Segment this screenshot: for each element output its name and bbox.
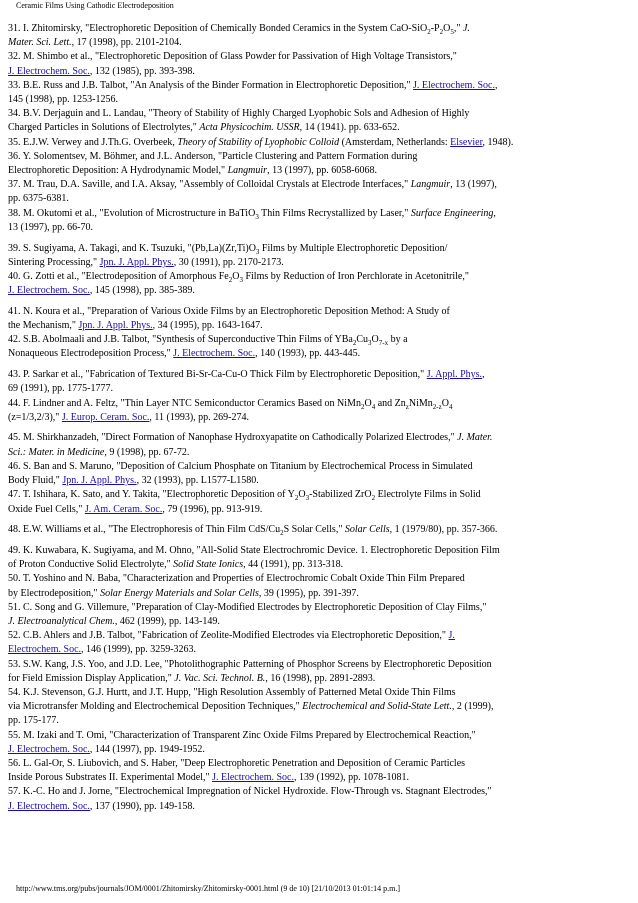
journal-link[interactable]: J. Appl. Phys. bbox=[426, 369, 483, 381]
reference-text: , bbox=[482, 369, 485, 381]
reference-text: , 17 (1998), pp. 2101-2104. bbox=[71, 37, 182, 49]
reference-text: pp. 175-177. bbox=[8, 715, 59, 727]
reference-text: 41. N. Koura et al., "Preparation of Various Oxide Films by an Electrophoretic Deposition Method: A Study of bbox=[8, 305, 450, 317]
reference-item-42 bbox=[8, 333, 632, 361]
reference-item-55 bbox=[8, 729, 632, 757]
reference-text: Nonaqueous Electrodeposition Process," bbox=[8, 348, 174, 360]
reference-text: the Mechanism," bbox=[8, 320, 79, 332]
reference-item-45 bbox=[8, 431, 632, 459]
reference-text: NiMn bbox=[408, 397, 433, 409]
reference-text: by a bbox=[388, 334, 408, 346]
reference-item-51 bbox=[8, 601, 632, 629]
reference-text: 31. I. Zhitomirsky, "Electrophoretic Deposition of Chemically Bonded Ceramics in the System CaO-SiO bbox=[8, 23, 428, 34]
journal-title: Langmuir bbox=[227, 165, 268, 177]
reference-text: 50. T. Yoshino and N. Baba, "Characterization and Properties of Electrochromic Cobalt Oxide Thin Film Prepared bbox=[8, 573, 465, 585]
reference-item-31 bbox=[8, 22, 632, 50]
subscript: 2 bbox=[439, 28, 444, 36]
reference-item-54 bbox=[8, 686, 632, 729]
reference-text: 44. F. Lindner and A. Feltz, "Thin Layer NTC Semiconductor Ceramics Based on NiMn bbox=[8, 397, 361, 409]
journal-link[interactable]: J. Electrochem. Soc. bbox=[413, 79, 495, 91]
journal-link[interactable]: J. Electrochem. Soc. bbox=[8, 65, 90, 77]
reference-item-41 bbox=[8, 305, 632, 333]
subscript: 2 bbox=[280, 529, 284, 538]
reference-text: ," bbox=[453, 23, 463, 34]
journal-title: Solar Cells bbox=[344, 524, 390, 536]
subscript: 2 bbox=[294, 494, 299, 503]
reference-item-35 bbox=[8, 136, 632, 150]
reference-text: 13 (1997), pp. 66-70. bbox=[8, 221, 93, 233]
journal-link[interactable]: J. Electrochem. Soc. bbox=[8, 285, 90, 297]
reference-text: 53. S.W. Kang, J.S. Yoo, and J.D. Lee, "Photolithographic Patterning of Phosphor Screens by Electrophoretic Deposition bbox=[8, 658, 492, 670]
reference-text: (z=1/3,2/3)," bbox=[8, 411, 62, 423]
reference-item-32 bbox=[8, 50, 632, 78]
reference-text: O bbox=[364, 397, 372, 409]
reference-item-56 bbox=[8, 757, 632, 785]
reference-item-39 bbox=[8, 242, 632, 270]
reference-text: -Stabilized ZrO bbox=[309, 489, 372, 501]
subscript: 2 bbox=[371, 494, 376, 503]
reference-text: , 9 (1998), pp. 67-72. bbox=[104, 446, 190, 458]
reference-item-50 bbox=[8, 572, 632, 600]
reference-text: 47. T. Ishihara, K. Sato, and Y. Takita, "Electrophoretic Deposition of Y bbox=[8, 489, 295, 501]
journal-title: Electrochemical and Solid-State Lett. bbox=[302, 701, 452, 713]
reference-text: , 144 (1997), pp. 1949-1952. bbox=[89, 743, 205, 755]
reference-text: 34. B.V. Derjaguin and L. Landau, "Theory of Stability of Highly Charged Lyophobic Sols and Adhesion of Highly bbox=[8, 108, 470, 120]
reference-text: , 1 (1979/80), pp. 357-366. bbox=[389, 524, 498, 536]
journal-link[interactable]: J. Am. Ceram. Soc. bbox=[84, 503, 163, 515]
reference-text: 49. K. Kuwabara, K. Sugiyama, and M. Ohno, "All-Solid State Electrochromic Device. 1. Electrophoretic Deposition Film bbox=[8, 544, 500, 556]
journal-title: Sci.: Mater. in Medicine bbox=[8, 446, 105, 458]
reference-text: 32. M. Shimbo et al., "Electrophoretic Deposition of Glass Powder for Passivation of High Voltage Transistors," bbox=[8, 51, 457, 63]
reference-item-44 bbox=[8, 397, 632, 425]
reference-text: , 39 (1995), pp. 391-397. bbox=[258, 587, 359, 599]
subscript: 4 bbox=[448, 402, 453, 411]
journal-title: Acta Physicochim. USSR bbox=[199, 122, 300, 134]
reference-item-49 bbox=[8, 544, 632, 572]
reference-text: , 79 (1996), pp. 913-919. bbox=[162, 503, 263, 515]
reference-item-36 bbox=[8, 150, 632, 178]
subscript: 2 bbox=[427, 28, 431, 36]
reference-text: 69 (1991), pp. 1775-1777. bbox=[8, 383, 113, 395]
reference-text: , 13 (1997), bbox=[450, 179, 497, 191]
reference-text: O bbox=[298, 489, 306, 501]
journal-link[interactable]: J. Electrochem. Soc. bbox=[8, 800, 90, 812]
journal-title: Surface Engineering bbox=[410, 207, 494, 219]
reference-text: and Zn bbox=[375, 397, 406, 409]
reference-text: , 140 (1993), pp. 443-445. bbox=[255, 348, 361, 360]
subscript: 2 bbox=[360, 402, 365, 411]
reference-text: 40. G. Zotti et al., "Electrodeposition of Amorphous Fe bbox=[8, 270, 229, 282]
reference-text: , 132 (1985), pp. 393-398. bbox=[89, 65, 195, 77]
subscript: 4 bbox=[371, 402, 376, 411]
journal-title: Theory of Stability of Lyophobic Colloid bbox=[177, 136, 340, 148]
reference-item-43 bbox=[8, 368, 632, 396]
subscript: 2-z bbox=[432, 402, 442, 411]
subscript: 2 bbox=[228, 275, 233, 284]
reference-text: 51. C. Song and G. Villemure, "Preparation of Clay-Modified Electrodes by Electrophoretic Deposition of Clay Films," bbox=[8, 601, 487, 613]
reference-item-40 bbox=[8, 270, 632, 298]
reference-text: 57. K.-C. Ho and J. Jorne, "Electrochemical Impregnation of Nickel Hydroxide. Flow-Through vs. Stagnant Electrodes," bbox=[8, 786, 492, 798]
reference-text: 43. P. Sarkar et al., "Fabrication of Textured Bi-Sr-Ca-Cu-O Thick Film by Electrophoretic Deposition," bbox=[8, 369, 427, 381]
reference-text: 42. S.B. Abolmaali and J.B. Talbot, "Synthesis of Superconductive Thin Films of YBa bbox=[8, 334, 353, 346]
reference-text: of Proton Conductive Solid Electrolyte," bbox=[8, 559, 174, 571]
subscript: 3 bbox=[255, 247, 260, 256]
reference-text: , 13 (1997), pp. 6058-6068. bbox=[267, 165, 378, 177]
reference-text: 38. M. Okutomi et al., "Evolution of Microstructure in BaTiO bbox=[8, 207, 256, 219]
reference-text: , 34 (1995), pp. 1643-1647. bbox=[152, 320, 263, 332]
reference-text: , 145 (1998), pp. 385-389. bbox=[89, 285, 195, 297]
reference-text: , 14 (1941). pp. 633-652. bbox=[299, 122, 400, 134]
reference-text: Body Fluid," bbox=[8, 475, 63, 487]
reference-text: Films by Reduction of Iron Perchlorate in Acetonitrile," bbox=[242, 270, 469, 282]
reference-text: Films by Multiple Electrophoretic Deposition/ bbox=[259, 242, 448, 254]
journal-link[interactable]: J. Electrochem. Soc. bbox=[212, 772, 294, 784]
journal-title: J. Mater. bbox=[457, 432, 493, 444]
reference-text: S Solar Cells," bbox=[283, 524, 345, 536]
reference-item-57 bbox=[8, 785, 632, 813]
reference-text: 35. E.J.W. Verwey and J.Th.G. Overbeek, bbox=[8, 136, 178, 148]
reference-text: , 146 (1999), pp. 3259-3263. bbox=[81, 644, 197, 656]
reference-text: Cu bbox=[356, 334, 369, 346]
journal-link[interactable]: J. bbox=[448, 630, 455, 642]
reference-item-33 bbox=[8, 79, 632, 107]
reference-text: , 137 (1990), pp. 149-158. bbox=[89, 800, 195, 812]
reference-text: -P bbox=[430, 23, 440, 34]
subscript: 3 bbox=[368, 339, 372, 348]
subscript: 3 bbox=[255, 212, 259, 221]
journal-title: Mater. Sci. Lett. bbox=[8, 37, 72, 49]
reference-text: (Amsterdam, Netherlands: bbox=[339, 136, 451, 148]
reference-text: 39. S. Sugiyama, A. Takagi, and K. Tsuzuki, "(Pb,La)(Zr,Ti)O bbox=[8, 242, 256, 254]
reference-item-46 bbox=[8, 460, 632, 488]
reference-text: Sintering Processing," bbox=[8, 256, 100, 268]
journal-link[interactable]: J. Electrochem. Soc. bbox=[8, 743, 90, 755]
reference-text: , 462 (1999), pp. 143-149. bbox=[114, 615, 220, 627]
reference-item-37 bbox=[8, 178, 632, 206]
reference-text: 46. S. Ban and S. Maruno, "Deposition of Calcium Phosphate on Titanium by Electrochemical Process in Simulated bbox=[8, 460, 473, 472]
reference-item-48 bbox=[8, 523, 632, 537]
reference-text: pp. 6375-6381. bbox=[8, 193, 69, 205]
reference-text: , 139 (1992), pp. 1078-1081. bbox=[293, 772, 409, 784]
reference-text: 48. E.W. Williams et al., "The Electrophoresis of Thin Film CdS/Cu bbox=[8, 524, 281, 536]
reference-text: 55. M. Izaki and T. Omi, "Characterization of Transparent Zinc Oxide Films Prepared by Electrochemical Reaction," bbox=[8, 729, 476, 741]
reference-item-53 bbox=[8, 658, 632, 686]
subscript: 5 bbox=[450, 28, 454, 36]
subscript: 3 bbox=[239, 275, 243, 284]
reference-item-38 bbox=[8, 207, 632, 235]
reference-text: 45. M. Shirkhanzadeh, "Direct Formation of Nanophase Hydroxyapatite on Cathodically Polarized Electrodes," bbox=[8, 432, 458, 444]
page-header: Ceramic Films Using Cathodic Electrodeposition bbox=[16, 1, 174, 10]
page-footer-url: http://www.tms.org/pubs/journals/JOM/0001/Zhitomirsky/Zhitomirsky-0001.html (9 de 10) [21/10/2013 01:01:14 p.m.] bbox=[16, 884, 400, 893]
reference-text: Charged Particles in Solutions of Electrolytes," bbox=[8, 122, 200, 134]
journal-link[interactable]: J. Electrochem. Soc. bbox=[173, 348, 256, 360]
subscript: 7-x bbox=[378, 339, 389, 348]
reference-item-47 bbox=[8, 488, 632, 516]
reference-text: by Electrodeposition," bbox=[8, 587, 101, 599]
journal-link[interactable]: Jpn. J. Appl. Phys. bbox=[99, 256, 174, 268]
reference-item-52 bbox=[8, 629, 632, 657]
journal-title: J. Electroanalytical Chem. bbox=[8, 615, 115, 627]
reference-list bbox=[8, 22, 632, 814]
reference-text: O bbox=[371, 334, 379, 346]
journal-link[interactable]: J. Europ. Ceram. Soc. bbox=[61, 411, 150, 423]
reference-text: Electrophoretic Deposition: A Hydrodynamic Model," bbox=[8, 165, 228, 177]
reference-text: , 32 (1993), pp. L1577-L1580. bbox=[136, 475, 259, 487]
reference-text: 52. C.B. Ahlers and J.B. Talbot, "Fabrication of Zeolite-Modified Electrodes via Electrophoretic Deposition," bbox=[8, 630, 449, 642]
reference-text: 37. M. Trau, D.A. Saville, and I.A. Aksay, "Assembly of Colloidal Crystals at Electrode Interfaces," bbox=[8, 179, 411, 191]
reference-text: via Microtransfer Molding and Electrochemical Deposition Techniques," bbox=[8, 701, 303, 713]
journal-link[interactable]: Jpn. J. Appl. Phys. bbox=[78, 320, 153, 332]
reference-text: for Field Emission Display Application," bbox=[8, 672, 175, 684]
reference-text: , 2 (1999), bbox=[451, 701, 494, 713]
subscript: z bbox=[405, 402, 409, 411]
reference-text: , bbox=[493, 207, 496, 219]
reference-text: 33. B.E. Russ and J.B. Talbot, "An Analysis of the Binder Formation in Electrophoretic Deposition," bbox=[8, 79, 414, 91]
journal-title: Langmuir bbox=[410, 179, 451, 191]
reference-text: 145 (1998), pp. 1253-1256. bbox=[8, 94, 118, 106]
journal-title: J. Vac. Sci. Technol. B. bbox=[174, 672, 266, 684]
reference-text: 56. L. Gal-Or, S. Liubovich, and S. Haber, "Deep Electrophoretic Penetration and Deposition of Ceramic Particles bbox=[8, 757, 466, 769]
reference-text: , 30 (1991), pp. 2170-2173. bbox=[173, 256, 284, 268]
reference-text: , 16 (1998), pp. 2891-2893. bbox=[265, 672, 376, 684]
subscript: 2 bbox=[352, 339, 357, 348]
reference-text: Inside Porous Substrates II. Experimental Model," bbox=[8, 772, 213, 784]
reference-text: , 1948). bbox=[482, 136, 514, 148]
journal-link[interactable]: Electrochem. Soc. bbox=[8, 644, 82, 656]
reference-text: O bbox=[232, 270, 240, 282]
reference-text: Oxide Fuel Cells," bbox=[8, 503, 85, 515]
reference-text: Electrolyte Films in Solid bbox=[375, 489, 481, 501]
reference-item-34 bbox=[8, 107, 632, 135]
reference-text: O bbox=[441, 397, 449, 409]
journal-link[interactable]: Elsevier bbox=[450, 136, 483, 148]
journal-title: Solar Energy Materials and Solar Cells bbox=[100, 587, 259, 599]
reference-text: , bbox=[494, 79, 498, 91]
journal-title: Solid State Ionics bbox=[173, 559, 244, 571]
reference-text: 54. K.J. Stevenson, G.J. Hurtt, and J.T. Hupp, "High Resolution Assembly of Patterned Metal Oxide Thin Films bbox=[8, 686, 456, 698]
reference-text: Thin Films Recrystallized by Laser," bbox=[258, 207, 411, 219]
reference-text: , 44 (1991), pp. 313-318. bbox=[243, 559, 344, 571]
reference-text: O bbox=[443, 23, 451, 34]
journal-title: J. bbox=[462, 23, 470, 34]
subscript: 3 bbox=[305, 494, 310, 503]
reference-text: , 11 (1993), pp. 269-274. bbox=[149, 411, 250, 423]
journal-link[interactable]: Jpn. J. Appl. Phys. bbox=[62, 475, 137, 487]
reference-text: 36. Y. Solomentsev, M. Böhmer, and J.L. Anderson, "Particle Clustering and Pattern Formation during bbox=[8, 150, 418, 162]
